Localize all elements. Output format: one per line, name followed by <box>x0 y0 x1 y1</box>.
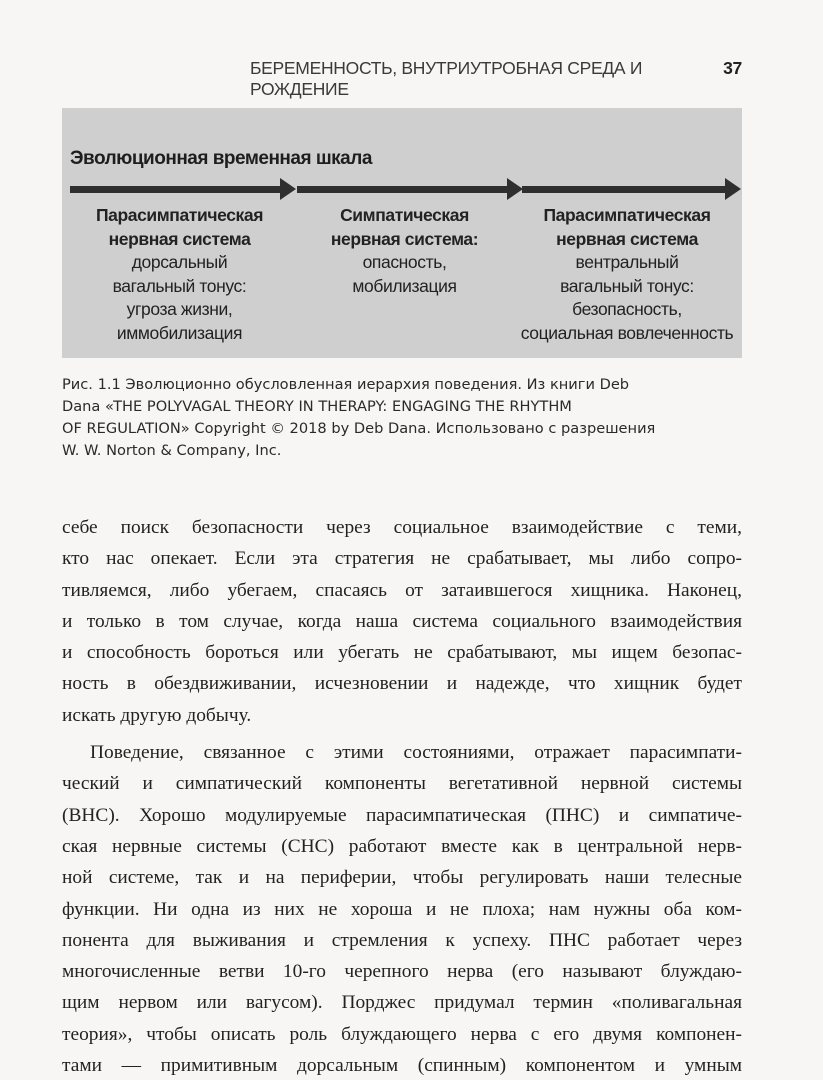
column-heading: Парасимпатическая <box>543 205 711 225</box>
text-line: теория», чтобы описать роль блуждающего нерва с его двумя компонен- <box>62 1023 742 1045</box>
figure-caption <box>62 374 752 462</box>
figure-timeline <box>62 108 742 358</box>
caption-line: OF REGULATION» Copyright © 2018 by Deb Dana. Использовано с разрешения <box>62 420 656 437</box>
text-line: ной системе, так и на периферии, чтобы регулировать наши телесные <box>62 867 742 889</box>
column-heading: Парасимпатическая <box>95 205 264 225</box>
text-line: искать другую добычу. <box>62 704 252 726</box>
caption-line: Dana «THE POLYVAGAL THEORY IN THERAPY: ENGAGING THE RHYTHM <box>62 398 572 415</box>
text-line: функции. Ни одна из них не хороша и не плоха; нам нужны оба ком- <box>62 898 742 920</box>
text-line: себе поиск безопасности через социальное взаимодействие с теми, <box>62 517 742 538</box>
text-line: и способность бороться или убегать не срабатывают, мы ищем безопас- <box>62 642 742 664</box>
text-line: ческий и симпатический компоненты вегетативной нервной системы <box>62 773 742 795</box>
text-line: Поведение, связанное с этими состояниями, отражает парасимпати- <box>90 742 742 764</box>
arrow-icon <box>70 186 282 193</box>
text-line: тивляемся, либо убегаем, спасаясь от затаившегося хищника. Наконец, <box>62 579 742 601</box>
column-heading: нервная система <box>108 228 251 249</box>
column-heading: нервная система: <box>330 228 479 249</box>
caption-line: W. W. Norton & Company, Inc. <box>62 442 282 459</box>
timeline-column-sympathetic <box>292 204 517 298</box>
paragraph <box>62 737 742 1080</box>
text-line: ность в обездвиживании, исчезновении и надежде, что хищник будет <box>62 673 742 695</box>
running-title: БЕРЕМЕННОСТЬ, ВНУТРИУТРОБНАЯ СРЕДА И РОЖДЕНИЕ <box>250 58 643 99</box>
column-heading: нервная система <box>556 228 698 249</box>
figure-title: Эволюционная временная шкала <box>70 148 372 169</box>
page-number: 37 <box>723 58 742 78</box>
column-text: угроза жизни, <box>126 299 233 319</box>
arrow-icon <box>522 186 727 193</box>
column-text: дорсальный <box>131 252 228 272</box>
timeline-column-ventral <box>512 204 742 345</box>
column-heading: Симпатическая <box>340 205 469 225</box>
column-text: социальная вовлеченность <box>520 322 734 343</box>
column-text: вагальный тонус: <box>112 275 247 296</box>
text-line: и только в том случае, когда наша система социального взаимодействия <box>62 610 742 632</box>
text-line: кто нас опекает. Если эта стратегия не срабатывает, мы либо сопро- <box>62 548 742 570</box>
text-line: понента для выживания и стремления к успеху. ПНС работает через <box>62 929 742 951</box>
running-header <box>250 58 742 100</box>
arrow-icon <box>297 186 509 193</box>
text-line: тами — примитивным дорсальным (спинным) компонентом и умным <box>62 1055 742 1077</box>
column-text: вагальный тонус: <box>560 275 694 296</box>
text-line: (ВНС). Хорошо модулируемые парасимпатическая (ПНС) и симпатиче- <box>62 804 742 826</box>
text-line: щим нервом или вагусом). Порджес придумал термин «поливагальная <box>62 992 742 1014</box>
column-text: вентральный <box>575 252 679 272</box>
column-text: опасность, <box>362 252 447 272</box>
column-text: безопасность, <box>572 299 682 319</box>
caption-line: Рис. 1.1 Эволюционно обусловленная иерархия поведения. Из книги Deb <box>62 376 630 393</box>
column-text: иммобилизация <box>116 322 243 343</box>
timeline-column-dorsal <box>62 204 297 345</box>
column-text: мобилизация <box>352 275 457 296</box>
paragraph <box>62 512 742 731</box>
text-line: многочисленные ветви 10-го черепного нерва (его называют блуждаю- <box>62 961 742 983</box>
body-text <box>62 512 742 1080</box>
text-line: ская нервные системы (СНС) работают вместе как в центральной нерв- <box>62 835 742 857</box>
